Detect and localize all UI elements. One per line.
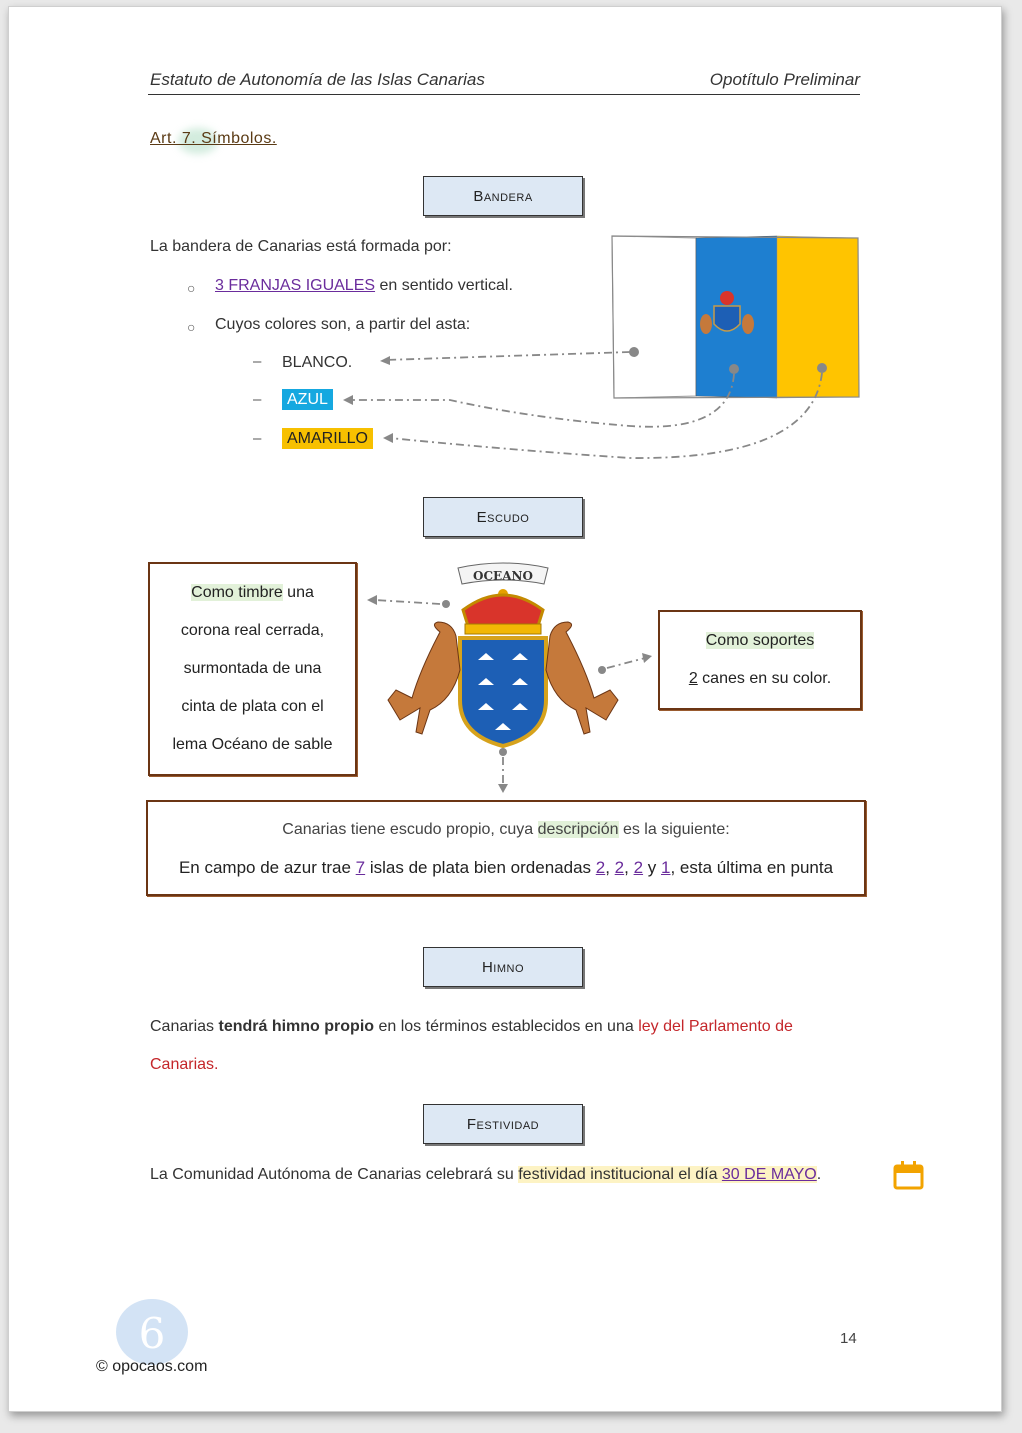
festividad-paragraph: La Comunidad Autónoma de Canarias celebrará su festividad institucional el día 30 DE MAYO.: [150, 1166, 822, 1183]
header-right: Opotítulo Preliminar: [709, 70, 860, 89]
timbre-box: Como timbre una corona real cerrada, surmontada de una cinta de plata con el lema Océano de sable: [148, 562, 357, 776]
copyright: © opocaos.com: [96, 1358, 208, 1375]
section-title-bandera: Bandera: [423, 176, 583, 216]
bandera-bullet-1: 3 FRANJAS IGUALES en sentido vertical.: [215, 277, 513, 294]
article-title: Art. 7. Símbolos.: [150, 130, 277, 147]
ribbon-text: OCEANO: [473, 569, 533, 583]
soportes-box: Como soportes 2 canes en su color.: [658, 610, 862, 710]
escudo-description-box: Canarias tiene escudo propio, cuya descripción es la siguiente: En campo de azur trae 7 islas de plata bien ordenadas 2, 2, 2 y 1, esta última en punta: [146, 800, 866, 896]
bandera-bullet-2: Cuyos colores son, a partir del asta:: [215, 316, 471, 333]
svg-text:6: 6: [138, 1309, 166, 1358]
section-title-escudo: Escudo: [423, 497, 583, 537]
color-azul: AZUL: [282, 391, 333, 409]
coat-of-arms-icon: [388, 563, 618, 746]
himno-paragraph: Canarias tendrá himno propio en los términos establecidos en una ley del Parlamento de Canarias.: [150, 1018, 793, 1073]
header-left: Estatuto de Autonomía de las Islas Canarias: [150, 70, 485, 89]
calendar-icon: [893, 1160, 925, 1190]
bandera-intro: La bandera de Canarias está formada por:: [150, 238, 452, 255]
dash-marker: –: [253, 391, 262, 408]
header-divider: [148, 94, 860, 95]
page-number: 14: [840, 1330, 857, 1347]
coat-of-arms-illustration: [360, 560, 660, 800]
bullet-circle-icon: ○: [187, 319, 196, 335]
franjas-link[interactable]: 3 FRANJAS IGUALES: [215, 277, 376, 294]
color-blanco: BLANCO.: [282, 354, 353, 371]
section-title-himno: Himno: [423, 947, 583, 987]
bullet-circle-icon: ○: [187, 280, 196, 296]
dash-marker: –: [253, 430, 262, 447]
color-amarillo: AMARILLO: [282, 430, 373, 448]
canary-flag-illustration: [330, 228, 870, 468]
section-title-festividad: Festividad: [423, 1104, 583, 1144]
dash-marker: –: [253, 353, 262, 370]
